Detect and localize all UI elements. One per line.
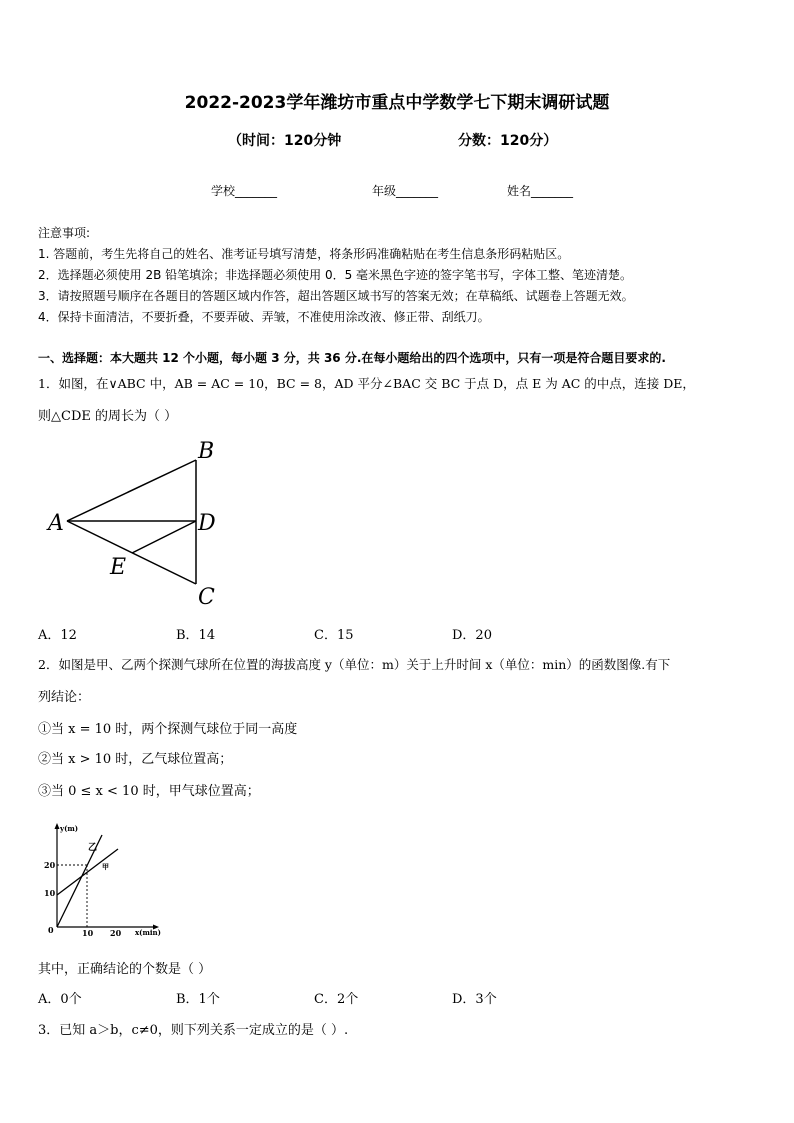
q1-option-a[interactable]: A．12 <box>38 628 77 643</box>
label-b: B <box>198 439 215 464</box>
q3-stem: 3．已知 a＞b，c≠0，则下列关系一定成立的是（ ）. <box>38 1023 349 1038</box>
q2-stem-line2: 列结论： <box>38 690 91 705</box>
school-field[interactable]: 学校_______ <box>211 184 278 198</box>
grade-field[interactable]: 年级_______ <box>372 184 439 198</box>
line-jia <box>57 849 118 895</box>
y-tick-20: 20 <box>44 860 56 870</box>
label-jia: 甲 <box>102 862 109 871</box>
segment-ab <box>67 460 196 521</box>
q1-stem-line2: 则△CDE 的周长为（ ） <box>38 409 178 424</box>
y-axis-label: y(m) <box>60 824 79 833</box>
exam-score: 分数：120分） <box>458 133 558 149</box>
student-info-fields <box>0 182 794 202</box>
q2-option-a[interactable]: A．0个 <box>38 992 82 1007</box>
y-tick-10: 10 <box>44 888 56 898</box>
q2-stem-line1: 2．如图是甲、乙两个探测气球所在位置的海拔高度 y（单位：m）关于上升时间 x（单位：min）的函数图像.有下 <box>38 657 671 672</box>
segment-de <box>132 521 196 553</box>
q2-option-b[interactable]: B．1个 <box>176 992 220 1007</box>
q2-conclusion-2: ②当 x > 10 时，乙气球位置高； <box>38 752 233 767</box>
q1-option-d[interactable]: D．20 <box>452 628 492 643</box>
note-item: 2．选择题必须使用 2B 铅笔填涂；非选择题必须使用 0．5 毫米黑色字迹的签字笔书写，字体工整、笔迹清楚。 <box>38 268 633 282</box>
exam-time: （时间：120分钟 <box>228 133 342 149</box>
note-item: 3．请按照题号顺序在各题目的答题区域内作答，超出答题区域书写的答案无效；在草稿纸、试题卷上答题无效。 <box>38 289 634 303</box>
label-e: E <box>110 555 127 580</box>
q2-conclusion-3: ③当 0 ≤ x < 10 时，甲气球位置高； <box>38 784 260 799</box>
q1-triangle-figure <box>40 432 240 612</box>
label-c: C <box>198 585 215 610</box>
x-tick-20: 20 <box>110 928 122 938</box>
q1-option-b[interactable]: B．14 <box>176 628 216 643</box>
q2-conclusion-1: ①当 x = 10 时，两个探测气球位于同一高度 <box>38 722 298 737</box>
note-item: 4．保持卡面清洁，不要折叠，不要弄破、弄皱，不准使用涂改液、修正带、刮纸刀。 <box>38 310 490 324</box>
q1-option-c[interactable]: C．15 <box>314 628 354 643</box>
origin-label: 0 <box>48 925 54 935</box>
q1-stem-line1: 1．如图，在∨ABC 中，AB = AC = 10，BC = 8，AD 平分∠BAC 交 BC 于点 D，点 E 为 AC 的中点，连接 DE， <box>38 376 695 391</box>
q2-question: 其中，正确结论的个数是（ ） <box>38 962 212 977</box>
name-field[interactable]: 姓名_______ <box>507 184 574 198</box>
q2-function-graph <box>40 815 170 940</box>
y-axis-arrow <box>55 823 60 829</box>
section-heading: 一、选择题：本大题共 12 个小题，每小题 3 分，共 36 分.在每小题给出的四个选项中，只有一项是符合题目要求的. <box>38 351 666 365</box>
label-d: D <box>198 511 216 536</box>
page-title: 2022-2023学年潍坊市重点中学数学七下期末调研试题 <box>184 93 610 113</box>
q2-option-c[interactable]: C．2个 <box>314 992 359 1007</box>
note-item: 1. 答题前，考生先将自己的姓名、准考证号填写清楚，将条形码准确粘贴在考生信息条形码粘贴区。 <box>38 247 570 261</box>
q2-option-d[interactable]: D．3个 <box>452 992 497 1007</box>
x-tick-10: 10 <box>82 928 94 938</box>
label-yi: 乙 <box>88 843 98 853</box>
notes-heading: 注意事项: <box>38 226 91 240</box>
x-axis-label: x(min) <box>135 928 161 937</box>
label-a: A <box>48 511 64 536</box>
